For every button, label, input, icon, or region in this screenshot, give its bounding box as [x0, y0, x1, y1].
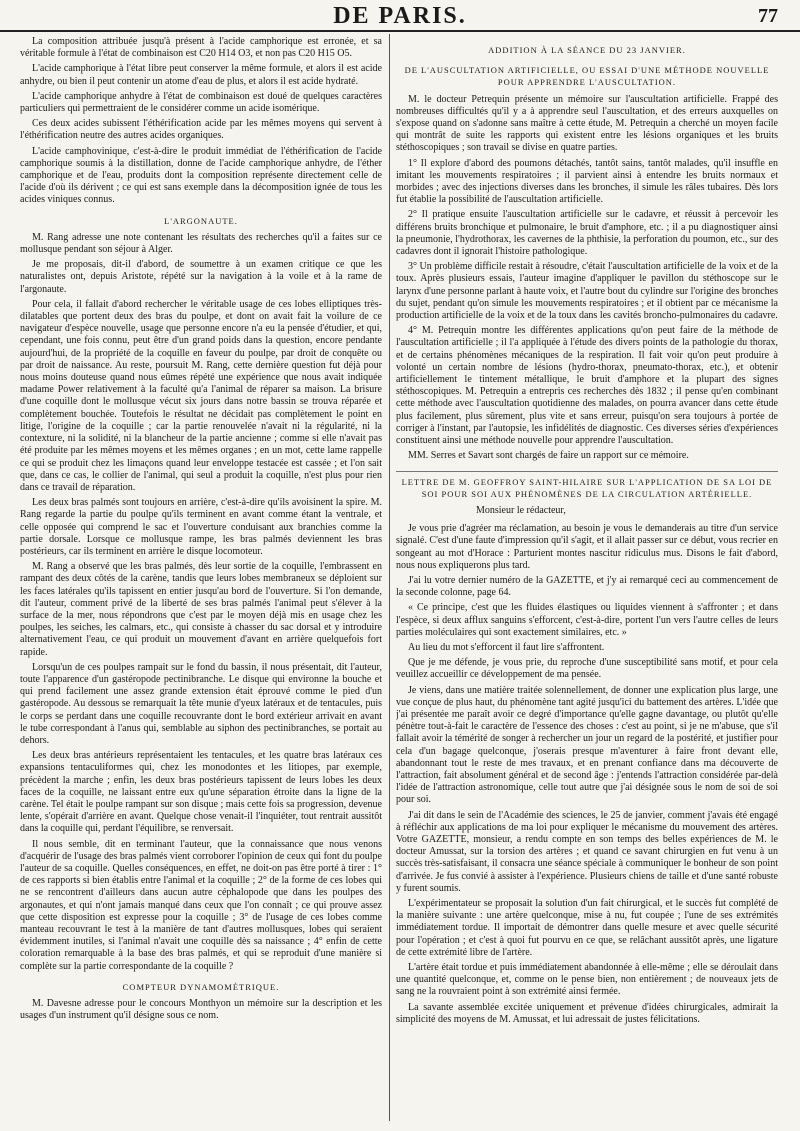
section-heading: DE L'AUSCULTATION ARTIFICIELLE, OU ESSAI D'UNE MÉTHODE NOUVELLE POUR APPRENDRE L'AUSCULTATION.: [404, 65, 770, 88]
paragraph: M. le docteur Petrequin présente un mémoire sur l'auscultation artificielle. Frappé des nombreuses difficultés qu'il y a à apprendre seul l'auscultation, et des erreurs auxquelles on s'expose quand on s'adonne sans maître à cette étude, M. Petrequin a cherché un moyen facile qui montrât de suite les rapports qui existent entre les lésions organiques et les bruits stéthoscopiques ; son travail se divise en quatre parties.: [396, 93, 778, 154]
paragraph: M. Rang a observé que les bras palmés, dès leur sortie de la coquille, l'embrassent en rampant des deux côtés de la carène, tandis que leurs lobes membraneux se déploient sur les faces latérales qu'ils tapissent en entier jusqu'au bord de l'ouverture. Si l'on demande, dit l'auteur, comment privé de la liberté de ses bras palmés l'animal peut s'élever à la surface de la mer, nous répondrons que c'est par le moyen déjà mis en usage chez les poulpes, les seiches, les calmars, etc., qui consiste à chasser du sac dorsal et y introduire alternativement l'eau, ce qui produit un mouvement d'avant en arrière quelquefois fort rapide.: [20, 561, 382, 658]
paragraph: J'ai lu votre dernier numéro de la GAZETTE, et j'y ai remarqué ceci au commencement de la seconde colonne, page 64.: [396, 574, 778, 599]
paragraph: MM. Serres et Savart sont chargés de faire un rapport sur ce mémoire.: [408, 450, 689, 462]
section-heading: LETTRE DE M. GEOFFROY SAINT-HILAIRE SUR L'APPLICATION DE SA LOI DE SOI POUR SOI AUX PHÉNOMÈNES DE LA CIRCULATION ARTÉRIELLE.: [396, 471, 778, 500]
paragraph: Ces deux acides subissent l'éthérification acide par les mêmes moyens qui servent à l'éthérification neutre des autres acides organiques.: [20, 118, 382, 142]
paragraph: Il nous semble, dit en terminant l'auteur, que la connaissance que nous venons d'acquérir de l'usage des bras palmés vient corroborer l'opinion de ceux qui font du poulpe l'auteur de sa coquille. Quelles conséquences, en effet, ne doit-on pas être porté à tirer : 1° de ces rapports si bien établis entre l'animal et la coquille ; 2° de la forme de ces lobes qui ne se rencontrent d'ailleurs dans aucun autre céphalopode que dans les poulpes des argonautes, et qui n'ont jamais manqué dans ceux que l'on connaît ; ce qui prouve assez que cette disposition est expresse pour la coquille ; 3° de l'usage de ces lobes comme manteau recouvrant le test à la manière de tant d'autres mollusques, lobes qui seraient évidemment inutiles, si l'animal n'avait une coquille dès sa naissance ; 4° enfin de cette coloration remarquable à la base des bras palmés, et qui se reproduit d'une manière si complète sur la partie correspondante de la coquille ?: [20, 838, 382, 972]
paragraph: La savante assemblée excitée uniquement et prévenue d'idées chirurgicales, admirait la simplicité des moyens de M. Amussat, et lui adressait de justes félicitations.: [396, 1001, 778, 1025]
paragraph: Les deux bras palmés sont toujours en arrière, c'est-à-dire qu'ils avoisinent la spire. M. Rang regarde la partie du poulpe qu'ils terminent en avant comme étant la ventrale, et celle opposée qui comprend le sac et l'ouverture conduisant aux branchies comme la partie dorsale. Lorsque ce mollusque rampe, les bras palmés deviennent les bras postérieurs, car ils terminent en arrière le disque locomoteur.: [20, 497, 382, 557]
left-column: [20, 36, 382, 1123]
paragraph: Au lieu du mot s'efforcent il faut lire s'affrontent.: [408, 641, 605, 653]
paragraph: Je me proposais, dit-il d'abord, de soumettre à un examen critique ce que les naturalistes ont, depuis Aristote, répété sur la navigation à la voile et à la rame de l'argonaute.: [20, 259, 382, 295]
paragraph: 4° M. Petrequin montre les différentes applications qu'on peut faire de la méthode de l'auscultation artificielle ; il l'a appliquée à l'étude des divers points de la pathologie du thorax, et de certains phénomènes mécaniques de la respiration. Il fait voir qu'on peut produire à volonté un certain nombre de lésions (hydro-thorax, pneumato-thorax, etc.), et obtenir artificiellement le tintement métallique, le bruit d'amphore et la plupart des signes stéthoscopiques. M. Petrequin a entrepris ces recherches dès 1832 ; il pense qu'en combinant cette méthode avec l'auscultation quotidienne des malades, on pourra avancer dans cette étude plus facilement, plus sûrement, plus vite et sans erreur, puisqu'on sera toujours à portée de corriger à l'instant, par l'autopsie, les infidélités de diagnostic. Ces diverses séries d'expériences constituent ainsi une méthode nouvelle pour apprendre l'auscultation.: [396, 325, 778, 447]
paragraph: La composition attribuée jusqu'à présent à l'acide camphorique est erronée, et sa véritable formule à l'état de combinaison est C20 H14 O3, et non pas C20 H15 O5.: [20, 36, 382, 60]
paragraph: L'acide camphorique anhydre à l'état de combinaison est doué de quelques caractères particuliers qui permettraient de le considérer comme un acide isomérique.: [20, 90, 382, 115]
masthead-title: DE PARIS.: [333, 3, 467, 29]
paragraph: J'ai dit dans le sein de l'Académie des sciences, le 25 de janvier, comment j'avais été engagé à réfléchir aux applications de ma loi pour expliquer le mécanisme du mouvement des artères. Votre GAZETTE, monsieur, a rendu compte en son temps des belles expériences de M. le docteur Amussat, sur la torsion des artères ; et quand ce savant chirurgien en fut venu à un succès très-satisfaisant, il consacra une séance spéciale à communiquer le bonheur de son point d'arrivée. Je fus convié à assister à l'expérience. Plusieurs chiens de taille et d'une santé robuste y furent soumis.: [396, 809, 778, 894]
paragraph: M. Rang adresse une note contenant les résultats des recherches qu'il a faites sur ce mollusque pendant son séjour à Alger.: [20, 231, 382, 256]
paragraph: Les deux bras antérieurs représentaient les tentacules, et les quatre bras latéraux ces expansions tentaculiformes qui, chez les monodontes et les litiopes, par exemple, précèdent la marche ; enfin, les deux bras postérieurs tapissent de leurs lobes les deux faces de la coquille, ne laissant entre eux qu'une séparation étroite dans la ligne de la carène. Tel était le poulpe rampant sur son disque ; mais cette fois sa progression, devenue lente, s'opérait d'arrière en avant. Quelque chose venait-il l'inquiéter, tout rentrait aussitôt dans la coquille qui, perdant l'équilibre, se renversait.: [20, 750, 382, 835]
paragraph: Lorsqu'un de ces poulpes rampait sur le fond du bassin, il nous présentait, dit l'auteur, toute l'apparence d'un gastéropode pectinibranche. Le disque qui environne la bouche et qui prend facilement une assez grande extension était éprouvé comme le pied d'un gastéropode. Au dessous se remarquait la tête munie d'yeux latéraux et de tentacules, puis le corps se perdant dans une coquille recouvrante dont le bord extérieur arrivait en avant le tube correspondant à l'anus qui, semblable au siphon des pectinibranches, se portait au dehors.: [20, 661, 382, 746]
column-divider: [389, 34, 390, 1121]
paragraph: Je vous prie d'agréer ma réclamation, au besoin je vous le demanderais au titre d'un service signalé. C'est d'une faute d'impression qu'il s'agit, et il allait passer sur ce début, vous recrier en songeant au mot d'Horace : Parturient montes nascitur ridiculus mus. Disons le fait d'abord, nous nous expliquerons plus tard.: [396, 523, 778, 571]
section-heading: L'ARGONAUTE.: [164, 215, 238, 226]
paragraph: Que je me défende, je vous prie, du reproche d'une susceptibilité sans motif, et pour cela veuillez accueillir ce développement de ma pensée.: [396, 657, 778, 681]
paragraph: L'expérimentateur se proposait la solution d'un fait chirurgical, et le succès fut complété de la manière suivante : une artère quelconque, mise à nu, fut coupée ; l'une de ses extrémités immédiatement tordue. Il importait de démontrer dans quelle mesure et avec quelle sécurité pour l'opération ; et c'est à quoi fut pourvu en ce que, se relâchant aussitôt après, une ligature de cette extrémité libre de l'artère.: [396, 898, 778, 958]
paragraph: M. Davesne adresse pour le concours Monthyon un mémoire sur la description et les usages d'un instrument qu'il désigne sous ce nom.: [20, 998, 382, 1022]
paragraph: 3° Un problème difficile restait à résoudre, c'était l'auscultation artificielle de la voix et de la toux. Après plusieurs essais, l'auteur imagine d'appliquer le pavillon du stéthoscope sur le larynx d'une personne parlant à haute voix, et l'autre bout du cylindre sur l'origine des bronches du sujet, pendant qu'on simule les mouvements respiratoires ; et il obtient par ce mécanisme la production artificielle de la voix et de la toux dans les cavités broncho-pulmonaires du cadavre.: [396, 261, 778, 322]
paragraph: « Ce principe, c'est que les fluides élastiques ou liquides viennent à s'affronter ; et dans l'espèce, si deux afflux sanguins s'efforcent, c'est-à-dire, portent l'un vers l'autre celles de leurs parties moléculaires qui sont exactement similaires, etc. »: [396, 602, 778, 638]
right-column: [396, 36, 778, 1123]
paragraph: 2° Il pratique ensuite l'auscultation artificielle sur le cadavre, et réussit à percevoir les différens bruits bronchique et pulmonaire, le bruit d'amphore, etc. ; il a pu diagnostiquer ainsi la pneumonie, l'hydrothorax, les cavernes de la phthisie, la perforation du poumon, etc., sur des cadavres dont il ignorait l'histoire pathologique.: [396, 209, 778, 258]
paragraph: L'artère était tordue et puis immédiatement abandonnée à elle-même ; elle se déroulait dans une quantité quelconque, et, comme on le pense bien, non entièrement ; de nouveaux jets de sang ne la rouvraient point à son extrémité ainsi fermée.: [396, 962, 778, 998]
page-number: 77: [758, 5, 778, 27]
section-heading: COMPTEUR DYNAMOMÉTRIQUE.: [122, 981, 280, 992]
section-heading: ADDITION À LA SÉANCE DU 23 JANVIER.: [488, 45, 686, 55]
paragraph: L'acide camphovinique, c'est-à-dire le produit immédiat de l'éthérification de l'acide camphorique soumis à la distillation, donne de l'acide camphorique anhydre, de l'éther camphorique et de l'eau, produits dont la composition représente directement celle de l'acide d'où ils dérivent ; ce qui est sans exemple dans la décomposition ignée de tous les acides viniques connus.: [20, 145, 382, 206]
page-header: [0, 0, 800, 32]
paragraph: Pour cela, il fallait d'abord rechercher le véritable usage de ces lobes elliptiques très-dilatables que portent deux des bras du poulpe, et dont on avait fait la voilure de ce navigateur d'espèce nouvelle, usage que personne encore n'a eu la pensée d'étudier, et qui, cependant, une fois connu, peut être d'un grand poids dans la question, encore pendante aujourd'hui, de la propriété de la coquille en faveur du poulpe, par droit de conquête ou par droit de naissance. Au reste, poursuit M. Rang, cette dernière question fut déjà pour nous moins douteuse quand nous eûmes répété une expérience que nous avait indiquée madame Power relativement à la faculté qu'a l'animal de réparer sa maison. La brisure d'une coquille dont le mollusque vécut six jours dans notre bassin se trouva réparée et complètement bouchée. Toutefois le résultat ne décidait pas complètement le point en litige, l'origine de la coquille ; car la partie renouvelée n'avait ni la régularité, ni la contexture, ni la solidité, ni la blancheur de la partie ancienne ; comme si elle n'avait pas été produite par les mêmes moyens et les mêmes organes ; en un mot, cette lame rappelle ce qui se produit chez les limaçons quand leur enveloppe testacée est cassée ; et l'on sait que, dans ce cas, le collier de l'animal, qui seul a produit la coquille, n'est plus pour rien dans ce travail de réparation.: [20, 298, 382, 493]
paragraph: L'acide camphorique à l'état libre peut conserver la même formule, et alors il est acide anhydre, ou bien il peut contenir un atome d'eau de plus, et alors il est acide hydraté.: [20, 63, 382, 87]
paragraph: 1° Il explore d'abord des poumons détachés, tantôt sains, tantôt malades, qu'il insuffle en imitant les mouvements respiratoires ; il parvient ainsi à entendre les bruits normaux et morbides ; avec des injections diverses dans les bronches, il simule les râles tubaires. Dès lors fut établie la possibilité de l'auscultation artificielle.: [396, 157, 778, 206]
paragraph: Je viens, dans une matière traitée solennellement, de donner une explication plus large, une vue conçue de plus haut, du phénomène tant agité jusqu'ici du battement des artères. L'idée que j'ai présentée me paraît avoir ce degré d'importance qu'elle gagne davantage, ou plutôt qu'elle pénètre tout-à-fait le caractère de l'essence des choses : c'est au point, si je ne m'abuse, que s'il fallait avoir la témérité de songer à rechercher un jour un regard de la postérité, et justifier pour cela d'un bagage quelconque, j'oserais presque m'aventurer à faire front devant elle, abandonnant tout le reste de mes travaux, et en prenant confiance dans ma découverte de l'attraction, fait absolument général et de second âge : j'entends l'attraction considérée par-delà l'idée de l'attraction astronomique, celle tout autre que j'ai désignée sous le nom de soi de soi pour soi.: [396, 684, 778, 806]
salutation: Monsieur le rédacteur,: [476, 504, 566, 516]
